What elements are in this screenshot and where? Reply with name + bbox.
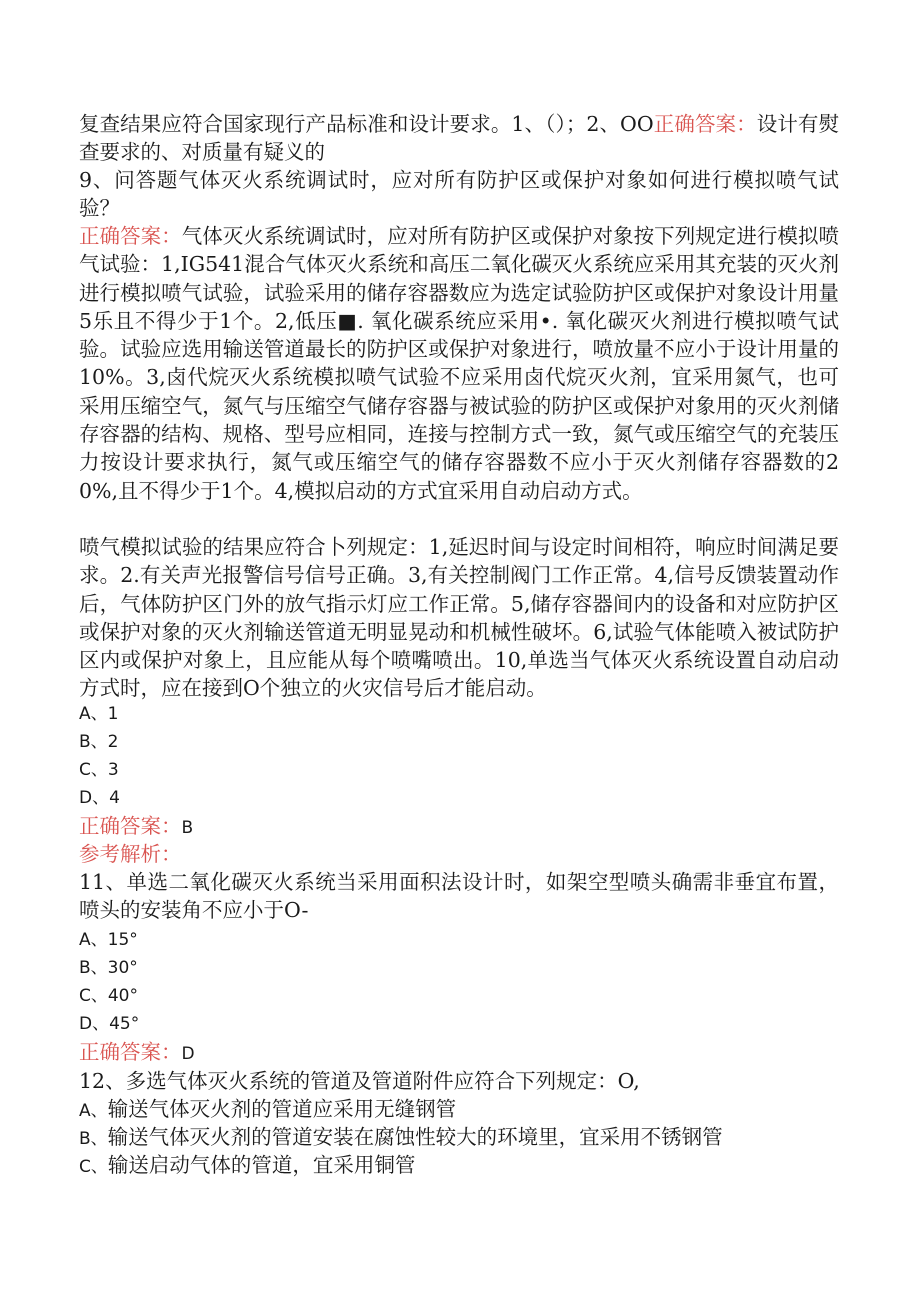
q12-option-a-letter: A、 xyxy=(79,1101,108,1121)
q12-option-a xyxy=(79,1095,456,1125)
question-12-title: 12、多选气体灭火系统的管道及管道附件应符合下列规定：O, xyxy=(79,1069,640,1093)
q12-option-b xyxy=(79,1123,723,1153)
q11-answer-label: 正确答案： xyxy=(79,1040,182,1064)
q12-option-c-text: 输送启动气体的管道，宜采用铜管 xyxy=(107,1153,416,1177)
q10-answer xyxy=(79,812,193,842)
intro-text: 复查结果应符合国家现行产品标准和设计要求。1、（）；2、OO xyxy=(79,112,654,136)
q10-analysis-label: 参考解析： xyxy=(79,842,182,866)
q11-answer xyxy=(79,1038,195,1068)
q10-option-d: D、4 xyxy=(79,788,120,808)
q10-answer-value: B xyxy=(181,818,194,838)
question-11-title: 11、单选二氧化碳灭火系统当采用面积法设计时，如架空型喷头确需非垂宜布置，喷头的安装角不应小于O- xyxy=(79,870,839,923)
q10-option-a: A、1 xyxy=(79,704,119,724)
intro-paragraph xyxy=(79,110,839,167)
q11-option-b: B、30° xyxy=(79,958,138,978)
question-9-answer xyxy=(79,222,839,505)
q11-option-c: C、40° xyxy=(79,986,139,1006)
q12-option-b-text: 输送气体灭火剂的管道安装在腐蚀性较大的环境里，宜采用不锈钢管 xyxy=(107,1125,723,1149)
q10-answer-label: 正确答案： xyxy=(79,814,182,838)
q10-option-c: C、3 xyxy=(79,760,119,780)
intro-answer-text: 设计有熨查要求的、对质量有疑义的 xyxy=(79,112,840,165)
q11-option-d: D、45° xyxy=(79,1014,140,1034)
q9-answer-text: 气体灭火系统调试时，应对所有防护区或保护对象按下列规定进行模拟喷气试验：1,IG541混合气体灭火系统和高压二氧化碳灭火系统应采用其充装的灭火剂进行模拟喷气试验，试验采用的储存容器数应为选定试验防护区或保护对象设计用量5乐且不得少于1个。2,低压■. 氧化碳系统应采用•. 氧化碳灭火剂进行模拟喷气试验。试验应选用输送管道最长的防护区或保护对象进行，喷放量不应小于设计用量的10%。3,卤代烷灭火系统模拟喷气试验不应采用卤代烷灭火剂，宜采用氮气，也可采用压缩空气，氮气与压缩空气储存容器与被试验的防护区或保护对象用的灭火剂储存容器的结构、规格、型号应相同，连接与控制方式一致，氮气或压缩空气的充装压力按设计要求执行，氮气或压缩空气的储存容器数不应小于灭火剂储存容器数的20%,且不得少于1个。4,模拟启动的方式宜采用自动启动方式。 xyxy=(79,224,840,503)
q12-option-b-letter: B、 xyxy=(79,1129,108,1149)
q9-answer-label: 正确答案： xyxy=(79,224,182,248)
intro-answer-label: 正确答案： xyxy=(653,112,757,136)
question-9-title: 9、问答题气体灭火系统调试时，应对所有防护区或保护对象如何进行模拟喷气试验？ xyxy=(79,168,839,221)
q11-option-a: A、15° xyxy=(79,930,138,950)
q12-option-a-text: 输送气体灭火剂的管道应采用无缝钢管 xyxy=(107,1097,457,1121)
q11-answer-value: D xyxy=(181,1044,195,1064)
q10-option-b: B、2 xyxy=(79,732,119,752)
question-9-result: 喷气模拟试验的结果应符合卜列规定：1,延迟时间与设定时间相符，响应时间满足要求。2.有关声光报警信号信号正确。3,有关控制阀门工作正常。4,信号反馈装置动作后，气体防护区门外的放气指示灯应工作正常。5,储存容器间内的设备和对应防护区或保护对象的灭火剂输送管道无明显晃动和机械性破坏。6,试验气体能喷入被试防护区内或保护对象上，且应能从每个喷嘴喷出。10,单选当气体灭火系统设置自动启动方式时，应在接到O个独立的火灾信号后才能启动。 xyxy=(79,535,839,701)
q12-option-c xyxy=(79,1151,415,1181)
q12-option-c-letter: C、 xyxy=(79,1157,108,1177)
